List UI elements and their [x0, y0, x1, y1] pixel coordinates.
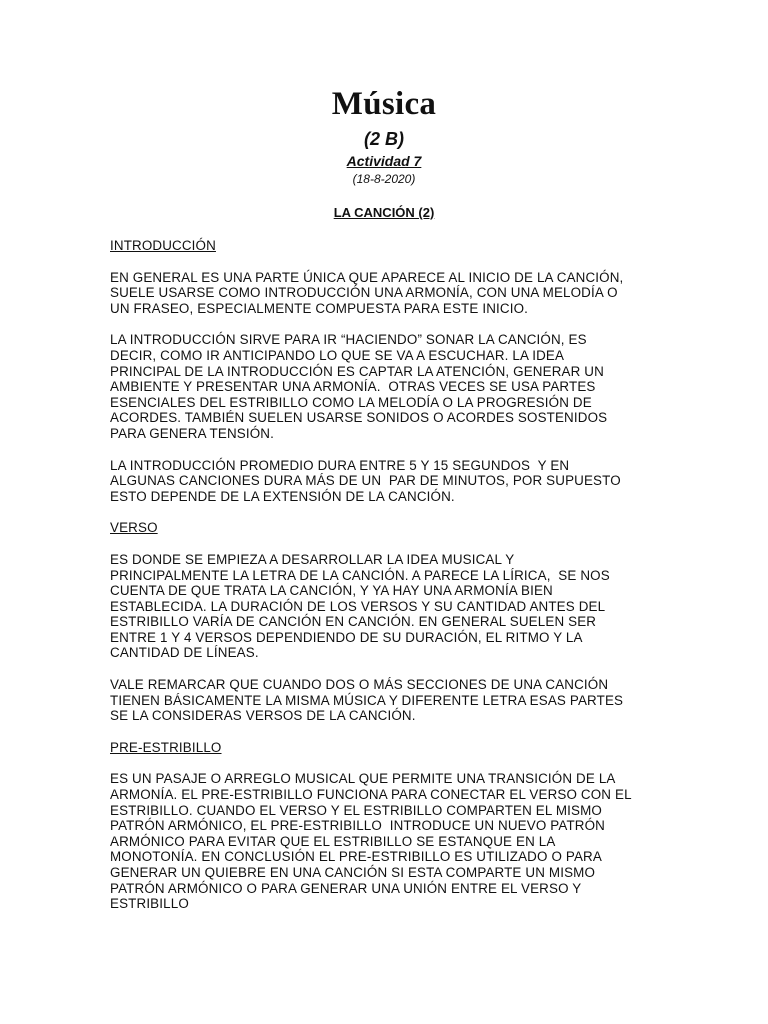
document-heading: LA CANCIÓN (2)	[333, 205, 435, 220]
text-line: ARMONÍA. EL PRE-ESTRIBILLO FUNCIONA PARA CONECTAR EL VERSO CON EL	[110, 787, 632, 803]
text-line: SE LA CONSIDERAS VERSOS DE LA CANCIÓN.	[110, 708, 416, 724]
paragraph	[110, 552, 670, 661]
text-line: ARMÓNICO PARA EVITAR QUE EL ESTRIBILLO SE ESTANQUE EN LA	[110, 833, 556, 849]
document-subtitle: (2 B)	[364, 129, 404, 149]
section-title: INTRODUCCIÓN	[110, 238, 216, 253]
text-line: DECIR, COMO IR ANTICIPANDO LO QUE SE VA A ESCUCHAR. LA IDEA	[110, 347, 565, 363]
text-line: ESTABLECIDA. LA DURACIÓN DE LOS VERSOS Y SU CANTIDAD ANTES DEL	[110, 598, 606, 614]
paragraph	[110, 458, 670, 505]
section-title: VERSO	[110, 520, 158, 536]
text-line: ESENCIALES DEL ESTRIBILLO COMO LA MELODÍA O LA PROGRESIÓN DE	[110, 394, 592, 410]
document-date: (18-8-2020)	[352, 172, 416, 186]
text-line: TIENEN BÁSICAMENTE LA MISMA MÚSICA Y DIFERENTE LETRA ESAS PARTES	[110, 692, 624, 708]
text-line: ACORDES. TAMBIÉN SUELEN USARSE SONIDOS O ACORDES SOSTENIDOS	[110, 410, 608, 426]
text-line: LA INTRODUCCIÓN PROMEDIO DURA ENTRE 5 Y 15 SEGUNDOS Y EN	[110, 457, 570, 473]
text-line: ES DONDE SE EMPIEZA A DESARROLLAR LA IDEA MUSICAL Y	[110, 551, 515, 567]
text-line: PATRÓN ARMÓNICO, EL PRE-ESTRIBILLO INTRODUCE UN NUEVO PATRÓN	[110, 818, 605, 834]
document-body	[110, 238, 670, 928]
text-line: ESTRIBILLO. CUANDO EL VERSO Y EL ESTRIBILLO COMPARTEN EL MISMO	[110, 802, 602, 818]
text-line: CANTIDAD DE LÍNEAS.	[110, 645, 259, 661]
text-line: PRINCIPAL DE LA INTRODUCCIÓN ES CAPTAR LA ATENCIÓN, GENERAR UN	[110, 363, 604, 379]
text-line: SUELE USARSE COMO INTRODUCCIÓN UNA ARMONÍA, CON UNA MELODÍA O	[110, 285, 618, 301]
text-line: ALGUNAS CANCIONES DURA MÁS DE UN PAR DE MINUTOS, POR SUPUESTO	[110, 473, 621, 489]
text-line: ESTRIBILLO VARÍA DE CANCIÓN EN CANCIÓN. EN GENERAL SUELEN SER	[110, 614, 597, 630]
text-line: ENTRE 1 Y 4 VERSOS DEPENDIENDO DE SU DURACIÓN, EL RITMO Y LA	[110, 629, 583, 645]
text-line: LA INTRODUCCIÓN SIRVE PARA IR “HACIENDO” SONAR LA CANCIÓN, ES	[110, 332, 587, 348]
page-title: Música	[331, 86, 437, 122]
text-line: VALE REMARCAR QUE CUANDO DOS O MÁS SECCIONES DE UNA CANCIÓN	[110, 677, 609, 693]
text-line: AMBIENTE Y PRESENTAR UNA ARMONÍA. OTRAS VECES SE USA PARTES	[110, 379, 596, 395]
text-line: EN GENERAL ES UNA PARTE ÚNICA QUE APARECE AL INICIO DE LA CANCIÓN,	[110, 269, 624, 285]
text-line: ESTRIBILLO	[110, 896, 189, 912]
text-line: ES UN PASAJE O ARREGLO MUSICAL QUE PERMITE UNA TRANSICIÓN DE LA	[110, 771, 616, 787]
text-line: PATRÓN ARMÓNICO O PARA GENERAR UNA UNIÓN ENTRE EL VERSO Y	[110, 880, 582, 896]
paragraph	[110, 332, 670, 441]
activity-label: Actividad 7	[346, 153, 422, 169]
text-line: ESTO DEPENDE DE LA EXTENSIÓN DE LA CANCIÓN.	[110, 488, 455, 504]
paragraph	[110, 771, 670, 911]
paragraph	[110, 677, 670, 724]
text-line: MONOTONÍA. EN CONCLUSIÓN EL PRE-ESTRIBILLO ES UTILIZADO O PARA	[110, 849, 602, 865]
text-line: PRINCIPALMENTE LA LETRA DE LA CANCIÓN. A PARECE LA LÍRICA, SE NOS	[110, 567, 610, 583]
text-line: UN FRASEO, ESPECIALMENTE COMPUESTA PARA ESTE INICIO.	[110, 300, 529, 316]
text-line: PARA GENERA TENSIÓN.	[110, 425, 274, 441]
paragraph	[110, 270, 670, 317]
section-title: PRE-ESTRIBILLO	[110, 739, 222, 755]
text-line: GENERAR UN QUIEBRE EN UNA CANCIÓN SI ESTA COMPARTE UN MISMO	[110, 865, 596, 880]
text-line: CUENTA DE QUE TRATA LA CANCIÓN, Y YA HAY UNA ARMONÍA BIEN	[110, 583, 553, 599]
